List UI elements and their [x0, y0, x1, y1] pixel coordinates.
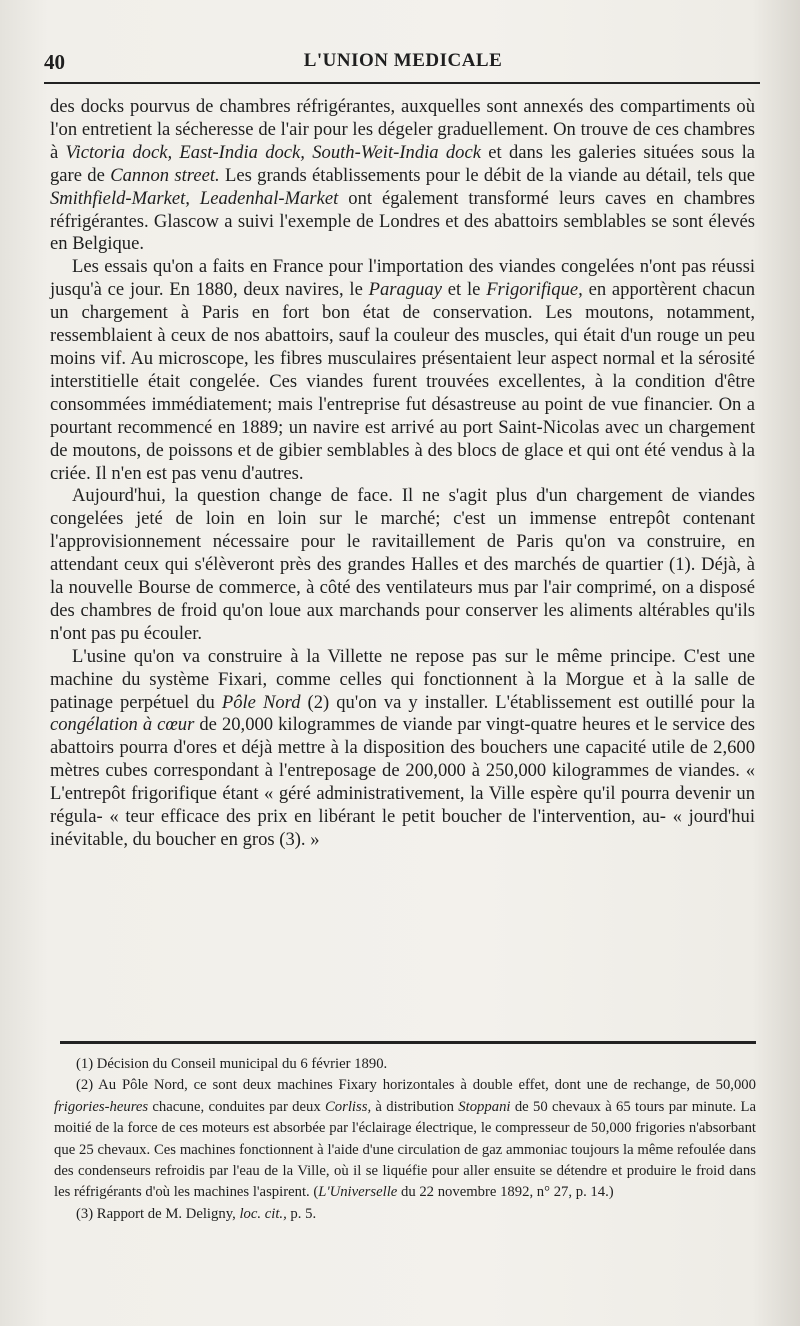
italic-text: Pôle Nord	[221, 691, 301, 713]
footnotes	[54, 1054, 756, 1225]
page-number: 40	[44, 50, 65, 74]
italic-text: Cannon street.	[110, 164, 220, 186]
text-run: du 22 novembre 1892, n° 27, p. 14.)	[397, 1184, 614, 1201]
text-run: de 20,000 kilogrammes de viande par vingt-quatre heures et le service des abattoirs pourra d'ores et déjà mettre à la disposition des bouchers une capacité utile de 2,600 mètres cubes correspondant à l'entreposage de 200,000 à 250,000 kilogrammes de viandes. « L'entrepôt frigorifique étant « géré administrativement, la Ville espère qu'il pourra devenir un régula- « teur efficace des prix en libérant le petit boucher de l'intervention, au- « jourd'hui inévitable, du boucher en gros (3). »	[50, 714, 755, 850]
page-header	[44, 50, 762, 80]
text-run: (2) Au Pôle Nord, ce sont deux machines Fixary horizontales à double effet, dont une de rechange, de 50,000	[76, 1077, 756, 1094]
text-run: L'usine qu'on va construire à la Villette ne repose pas sur le même principe. C'est une machine du système Fixari, comme celles qui fonctionnent à la Morgue et à la salle de patinage perpétuel du	[50, 645, 755, 713]
text-run: en apportèrent chacun un chargement à Paris en fort bon état de conservation. Les moutons, notamment, ressemblaient à ceux de nos abattoirs, sauf la couleur des muscles, qui était d'un rouge un peu moins vif. Au microscope, les fibres musculaires présentaient leur aspect normal et la sérosité interstitielle était congelée. Ces viandes furent trouvées excellentes, à la condition d'être consommées immédiatement; mais l'entreprise fut désastreuse au point de vue financier. On a pourtant recommencé en 1889; un navire est arrivé au port Saint-Nicolas avec un chargement de moutons, de poissons et de gibier semblables à des blocs de glace et qui ont été vendus à la criée. Il n'en est pas venu d'autres.	[50, 279, 755, 484]
footnote	[54, 1054, 756, 1075]
text-run: des docks pourvus de chambres réfrigérantes, auxquelles sont annexés des compartiments où l'on entretient la sécheresse de l'air pour les dégeler graduellement. On trouve de ces chambres à	[50, 96, 755, 163]
italic-text: Frigorifique,	[486, 279, 583, 301]
paragraph	[50, 96, 755, 256]
footnote-rule	[60, 1041, 756, 1044]
running-title: L'UNION MEDICALE	[303, 50, 503, 71]
paragraph	[50, 485, 755, 645]
text-run: Les essais qu'on a faits en France pour l'importation des viandes congelées n'ont pas réussi jusqu'à ce jour. En 1880, deux navires, le	[50, 256, 755, 301]
text-run: (1) Décision du Conseil municipal du 6 février 1890.	[76, 1056, 388, 1072]
text-run: et dans les galeries situées sous la gare de	[50, 141, 756, 186]
italic-text: L'Universelle	[318, 1184, 398, 1201]
paragraph	[50, 256, 755, 485]
italic-text: Stoppani	[458, 1098, 511, 1115]
text-run: p. 5.	[286, 1205, 317, 1222]
italic-text: Smithfield-Market, Leadenhal-Market	[50, 187, 339, 209]
italic-text: Paraguay	[368, 279, 442, 301]
text-run: (2) qu'on va y installer. L'établissement est outillé pour la	[300, 691, 755, 713]
footnote	[54, 1075, 756, 1203]
italic-text: Victoria dock, East-India dock, South-Weit-India dock	[65, 141, 481, 163]
paragraph	[50, 646, 755, 852]
text-run: de 50 chevaux à 65 tours par minute. La moitié de la force de ces moteurs est absorbée par l'éclairage électrique, le compresseur de 50,000 frigories n'absorbant que 25 chevaux. Ces machines fonctionnent à l'aide d'une circulation de gaz ammoniac toujours la même refoulée dans des condenseurs refroidis par l'eau de la Ville, où il se liquéfie pour aller ensuite se détendre et produire le froid dans les réfrigérants d'où les machines l'aspirent. (	[54, 1098, 757, 1201]
text-run: chacune, conduites par deux	[148, 1098, 325, 1115]
italic-text: frigories-heures	[54, 1098, 149, 1115]
text-run: ont également transformé leurs caves en chambres réfrigérantes. Glascow a suivi l'exemple de Londres et des abattoirs semblables se sont élevés en Belgique.	[50, 187, 756, 255]
italic-text: loc. cit.,	[239, 1205, 287, 1222]
header-rule	[44, 82, 760, 84]
text-run: (3) Rapport de M. Deligny,	[76, 1205, 240, 1222]
footnote	[54, 1204, 756, 1225]
italic-text: Corliss,	[325, 1098, 372, 1115]
text-run: et le	[441, 279, 487, 301]
text-run: Les grands établissements pour le débit de la viande au détail, tels que	[219, 164, 756, 186]
italic-text: congélation à cœur	[50, 714, 195, 736]
text-run: Aujourd'hui, la question change de face. Il ne s'agit plus d'un chargement de viandes congelées jeté de loin en loin sur le marché; c'est un immense entrepôt contenant l'approvisionnement nécessaire pour le ravitaillement de Paris qu'on va construire, en attendant ceux qui s'élèveront près des grandes Halles et des marchés de quartier (1). Déjà, à la nouvelle Bourse de commerce, à côté des ventilateurs mus par l'air comprimé, on a disposé des chambres de froid qu'on loue aux marchands pour conserver les aliments altérables qu'ils n'ont pas pu écouler.	[50, 485, 755, 644]
text-run: à distribution	[371, 1098, 459, 1115]
main-text	[50, 96, 755, 852]
